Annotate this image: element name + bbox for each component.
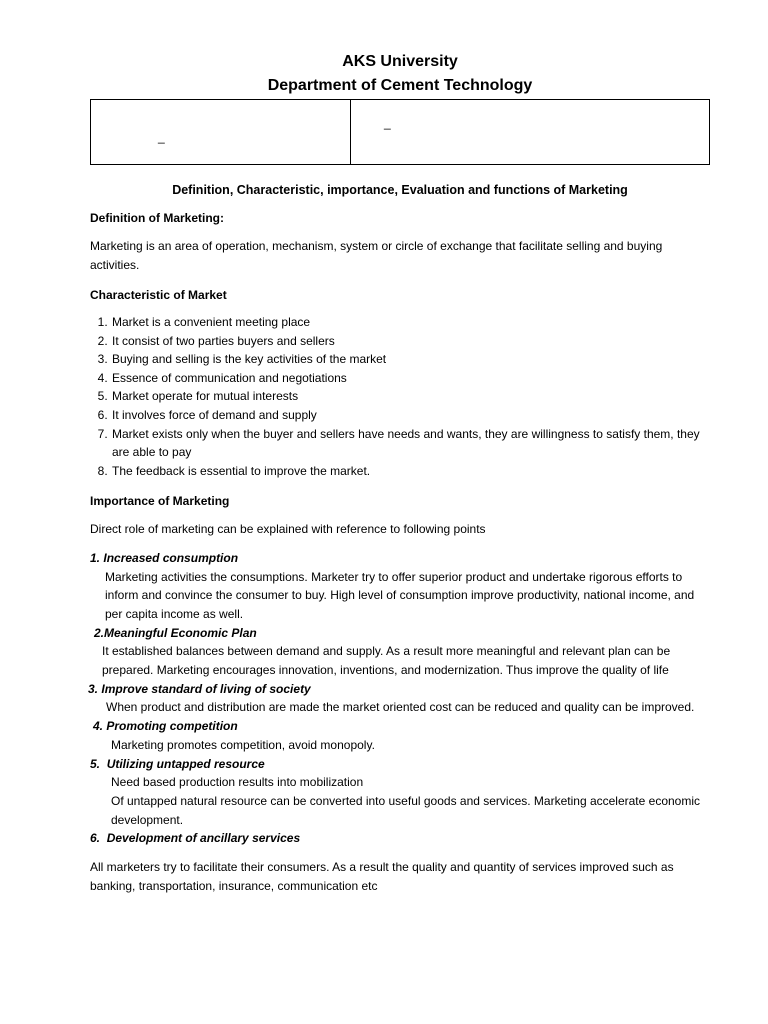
item-body: Marketing promotes competition, avoid monopoly. (111, 737, 375, 752)
item-number: 5. (90, 756, 101, 771)
item-number: 4. (93, 719, 104, 734)
item-body: When product and distribution are made the market oriented cost can be reduced and quality can be improved. (106, 700, 695, 715)
header-cell-right-text: _ (384, 116, 391, 130)
list-item: 3. Buying and selling is the key activities of the market (111, 350, 710, 369)
list-item: 2. It consist of two parties buyers and sellers (111, 332, 710, 351)
item-body: Of untapped natural resource can be converted into useful goods and services. Marketing accelerate economic development. (111, 793, 701, 827)
university-title: AKS University (342, 53, 458, 70)
header-table (90, 99, 710, 165)
item-number: 2. (94, 625, 105, 640)
list-item: 8. The feedback is essential to improve the market. (111, 462, 710, 481)
header-cell-right (351, 100, 709, 164)
item-title: Meaningful Economic Plan (104, 625, 257, 640)
list-item: 5. Market operate for mutual interests (111, 387, 710, 406)
list-item (90, 829, 710, 848)
header-cell-left-text: _ (158, 130, 165, 144)
list-item (90, 755, 710, 830)
list-item (90, 549, 710, 624)
closing-text: All marketers try to facilitate their consumers. As a result the quality and quantity of services improved such as banking, transportation, insurance, communication etc (90, 860, 674, 893)
importance-list (90, 549, 710, 848)
header-cell-left (91, 100, 351, 164)
list-item: 6. It involves force of demand and supply (111, 406, 710, 425)
list-item: 4. Essence of communication and negotiations (111, 369, 710, 388)
definition-heading: Definition of Marketing: (90, 211, 224, 225)
item-number: 1. (90, 550, 101, 565)
list-item: 1. Market is a convenient meeting place (111, 313, 710, 332)
item-title: Increased consumption (103, 550, 239, 565)
importance-intro: Direct role of marketing can be explained with reference to following points (90, 522, 486, 537)
definition-text: Marketing is an area of operation, mechanism, system or circle of exchange that facilitate selling and buying activities. (90, 239, 663, 272)
characteristics-heading: Characteristic of Market (90, 288, 227, 302)
item-title: Promoting competition (106, 719, 238, 734)
item-body: Need based production results into mobilization (111, 775, 364, 790)
item-body: It established balances between demand and supply. As a result more meaningful and relevant plan can be prepared. Marketing encourages innovation, inventions, and modernization. Thus improve the quality of life (102, 644, 671, 678)
list-item (90, 717, 710, 754)
characteristics-list (90, 313, 710, 480)
department-title: Department of Cement Technology (267, 77, 533, 94)
list-item (90, 680, 710, 717)
item-number: 6. (90, 831, 101, 846)
list-item: 7. Market exists only when the buyer and sellers have needs and wants, they are willingness to satisfy them, they are able to pay (111, 425, 710, 462)
item-title: Development of ancillary services (106, 831, 301, 846)
item-title: Utilizing untapped resource (106, 756, 265, 771)
document-title: Definition, Characteristic, importance, Evaluation and functions of Marketing (172, 183, 628, 197)
item-body: Marketing activities the consumptions. Marketer try to offer superior product and undertake rigorous efforts to inform and convince the consumer to buy. High level of consumption improve productivity, national income, and per capita income as well. (105, 569, 695, 621)
list-item (90, 624, 710, 680)
importance-heading: Importance of Marketing (90, 494, 230, 509)
document-page (90, 50, 710, 895)
item-title: Improve standard of living of society (101, 681, 311, 696)
item-number: 3. (88, 681, 99, 696)
